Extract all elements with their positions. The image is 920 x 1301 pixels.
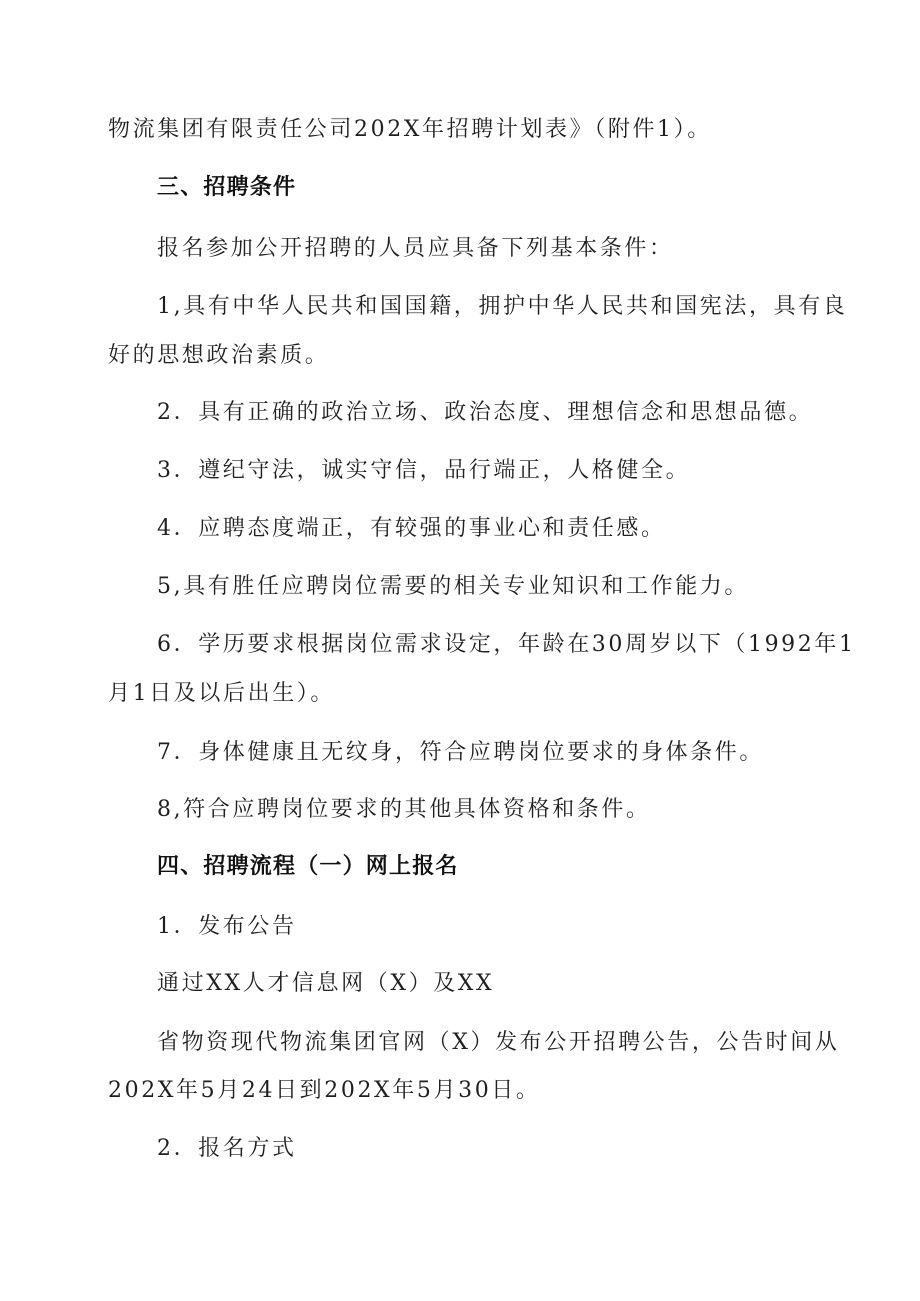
condition-7: 7．身体健康且无纹身，符合应聘岗位要求的身体条件。 [157,740,764,765]
condition-6-line-2: 月1日及以后出生）。 [108,681,335,706]
process-step-2-title: 2．报名方式 [157,1136,297,1161]
condition-2: 2．具有正确的政治立场、政治态度、理想信念和思想品德。 [157,400,814,425]
condition-5: 5,具有胜任应聘岗位需要的相关专业知识和工作能力。 [157,574,749,599]
section-heading-recruitment-conditions: 三、招聘条件 [157,175,297,200]
condition-1-line-2: 好的思想政治素质。 [108,343,330,368]
condition-4: 4．应聘态度端正，有较强的事业心和责任感。 [157,516,666,541]
condition-8: 8,符合应聘岗位要求的其他具体资格和条件。 [157,797,651,822]
section-heading-recruitment-process: 四、招聘流程（一）网上报名 [157,854,459,879]
process-step-1-text-line-1: 通过XX人才信息网（X）及XX [157,971,495,996]
condition-1-line-1: 1,具有中华人民共和国国籍，拥护中华人民共和国宪法，具有良 [157,294,848,319]
paragraph-intro-conditions: 报名参加公开招聘的人员应具备下列基本条件： [157,236,674,261]
condition-6-line-1: 6．学历要求根据岗位需求设定，年龄在30周岁以下（1992年1 [157,632,856,657]
paragraph-line-attachment-ref: 物流集团有限责任公司202X年招聘计划表》（附件1）。 [108,117,712,142]
condition-3: 3．遵纪守法，诚实守信，品行端正，人格健全。 [157,458,691,483]
process-step-1-text-line-3: 202X年5月24日到202X年5月30日。 [108,1078,541,1103]
process-step-1-title: 1．发布公告 [157,914,297,939]
process-step-1-text-line-2: 省物资现代物流集团官网（X）发布公开招聘公告，公告时间从 [157,1030,840,1055]
